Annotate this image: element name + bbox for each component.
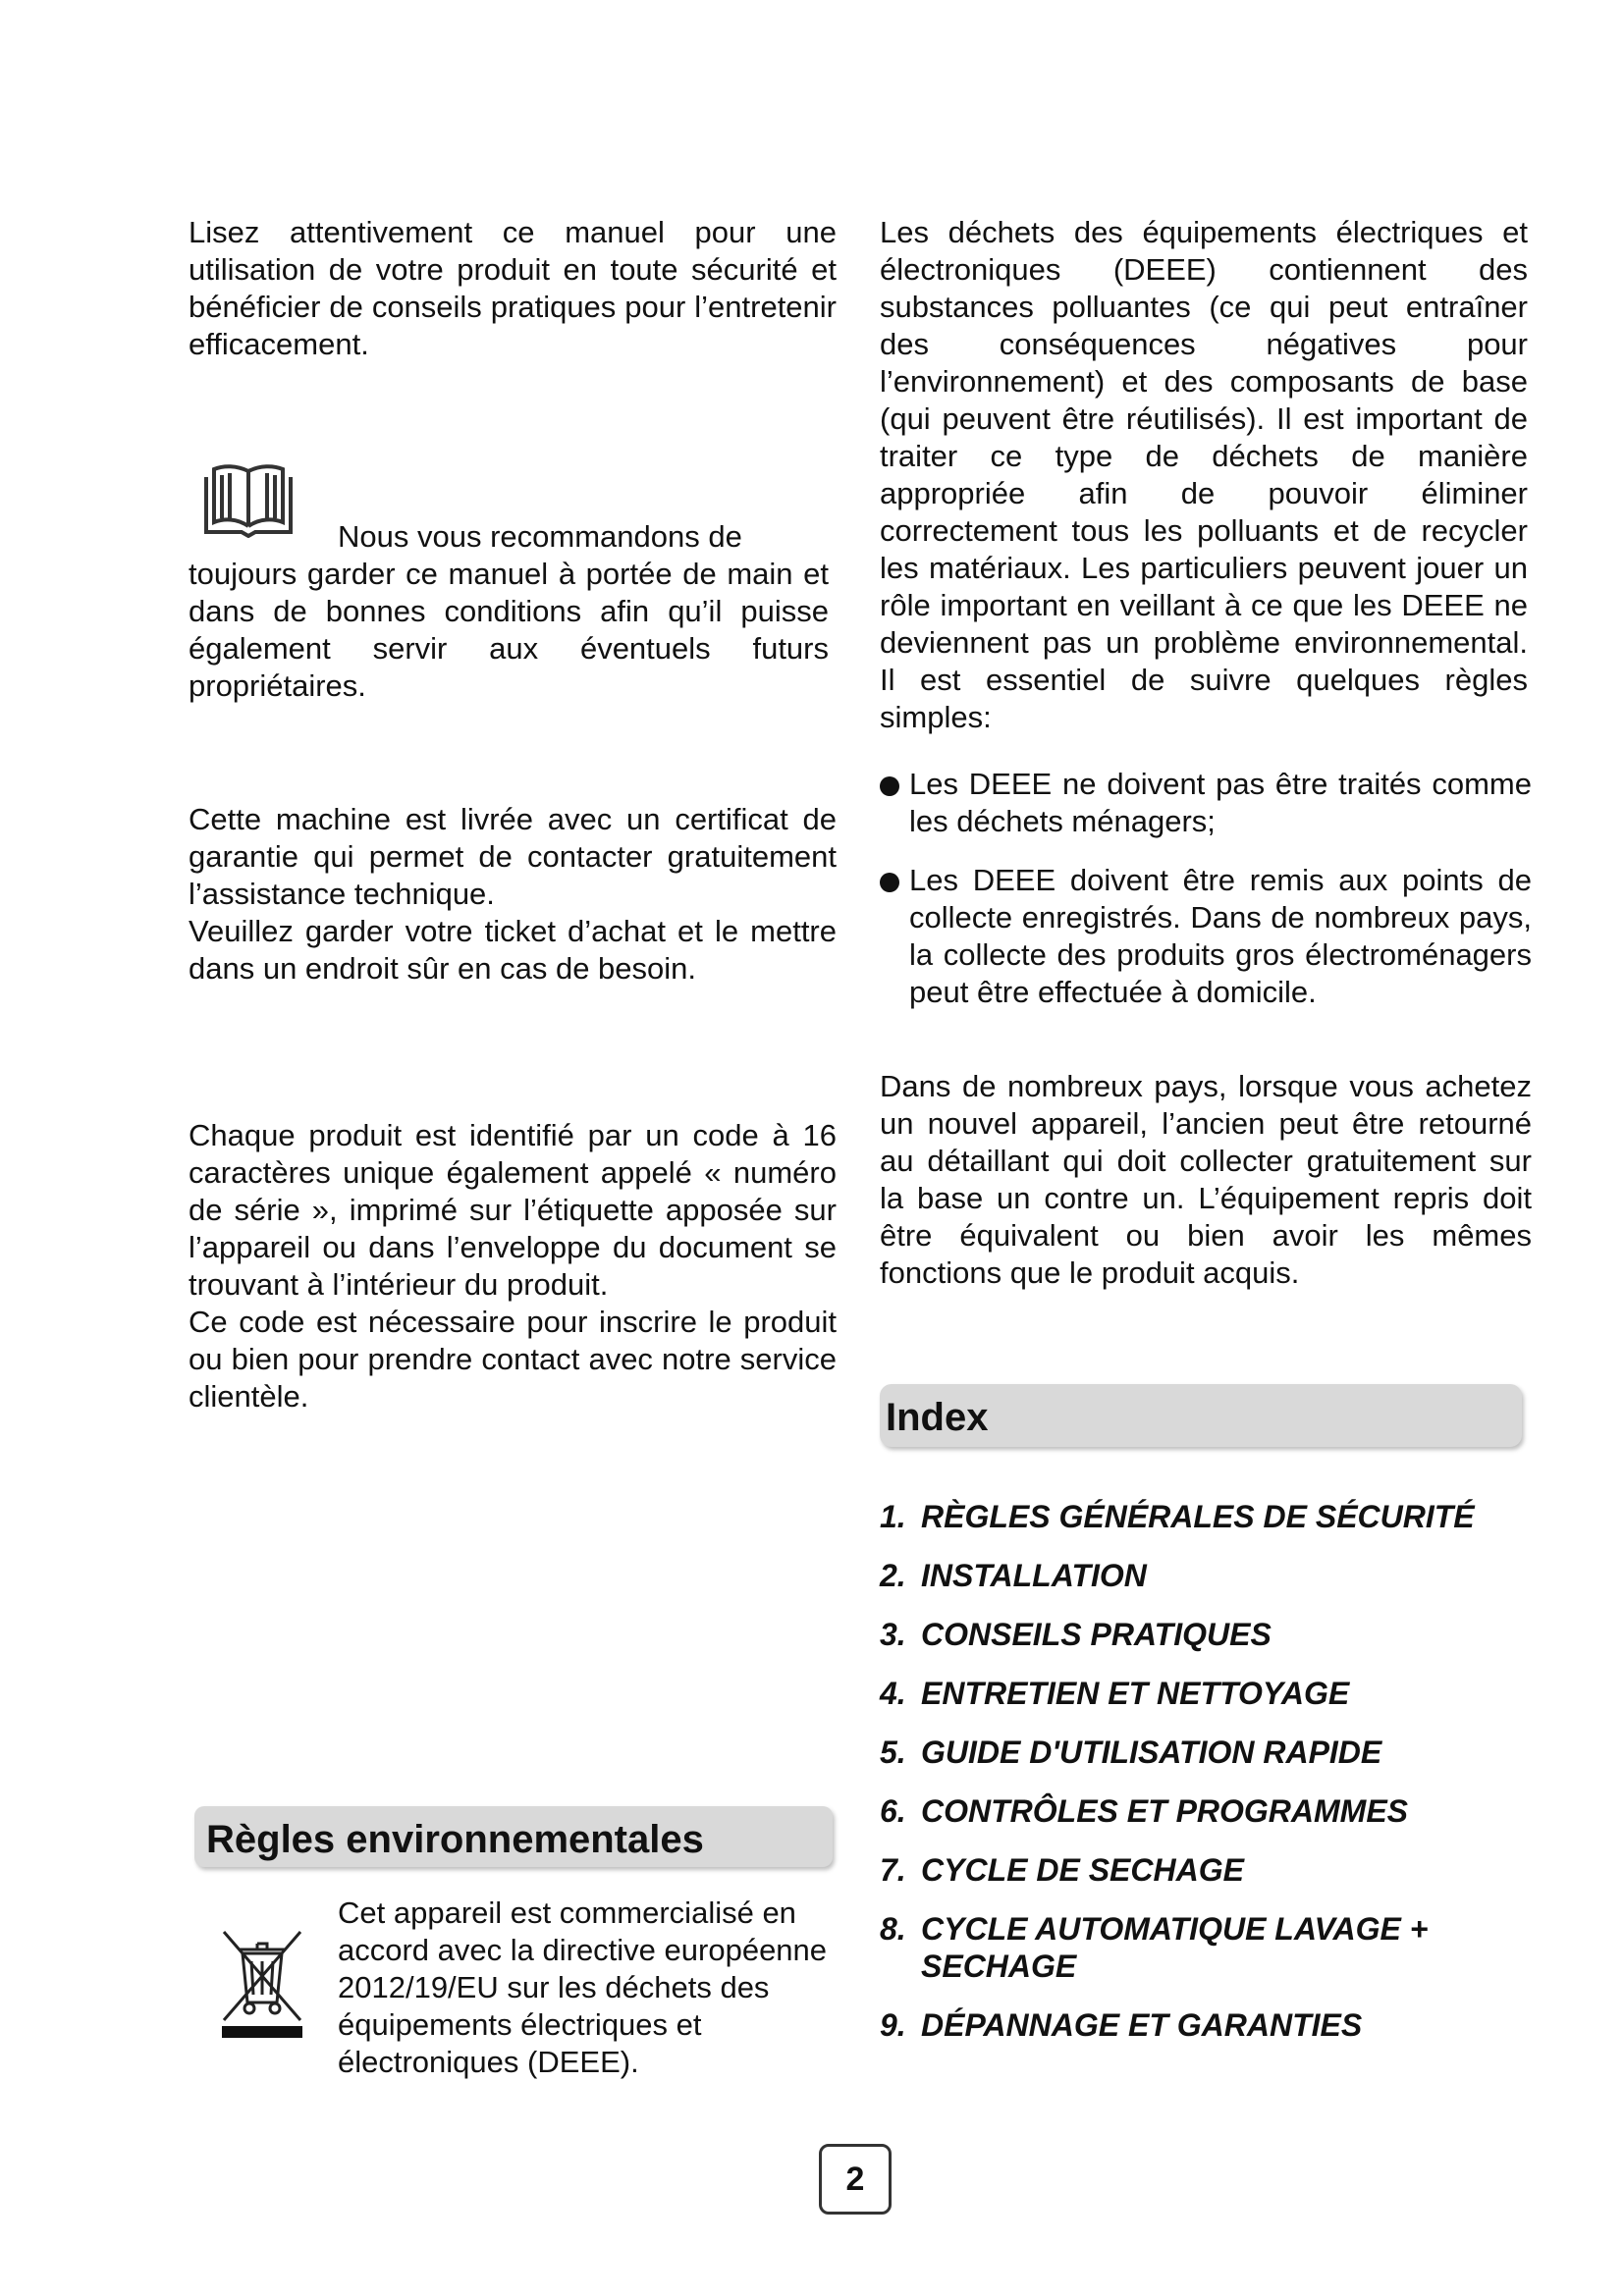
- index-label: GUIDE D'UTILISATION RAPIDE: [921, 1735, 1382, 1770]
- index-label: INSTALLATION: [921, 1558, 1147, 1593]
- environment-title: Règles environnementales: [206, 1818, 704, 1861]
- index-label: CYCLE DE SECHAGE: [921, 1852, 1244, 1888]
- index-item[interactable]: [880, 1910, 1528, 1985]
- index-item[interactable]: [880, 1616, 1528, 1653]
- bullet-icon: [880, 776, 899, 796]
- serial-text: Chaque produit est identifié par un code à 16 caractères unique également appelé « numéro de série », imprimé sur l’étiquette apposée sur l’appareil ou dans l’enveloppe du document se trouvant à l’intérieur du produit.: [189, 1118, 837, 1302]
- list-item-text: Les DEEE ne doivent pas être traités comme les déchets ménagers;: [909, 767, 1532, 838]
- crossed-bin-icon: [218, 1924, 306, 2040]
- index-label: ENTRETIEN ET NETTOYAGE: [921, 1676, 1350, 1711]
- index-item[interactable]: [880, 1498, 1528, 1535]
- index-number: 7.: [880, 1852, 906, 1888]
- environment-text: [338, 1895, 839, 2081]
- take-back-text: [880, 1068, 1532, 1292]
- index-label: DÉPANNAGE ET GARANTIES: [921, 2007, 1363, 2043]
- weee-intro: [880, 214, 1528, 736]
- index-item[interactable]: [880, 1734, 1528, 1771]
- index-number: 3.: [880, 1617, 906, 1652]
- index-item[interactable]: [880, 1792, 1528, 1830]
- index-list: [880, 1498, 1528, 2065]
- index-label: CYCLE AUTOMATIQUE LAVAGE + SECHAGE: [921, 1911, 1429, 1984]
- page-number: 2: [819, 2144, 892, 2215]
- index-number: 1.: [880, 1499, 906, 1534]
- index-item[interactable]: [880, 1557, 1528, 1594]
- index-item[interactable]: [880, 2006, 1528, 2044]
- index-item[interactable]: [880, 1675, 1528, 1712]
- receipt-text: Veuillez garder votre ticket d’achat et le mettre dans un endroit sûr en cas de besoin.: [189, 914, 837, 986]
- environment-heading: [194, 1806, 833, 1867]
- index-label: CONTRÔLES ET PROGRAMMES: [921, 1793, 1409, 1829]
- index-number: 5.: [880, 1735, 906, 1770]
- index-number: 2.: [880, 1558, 906, 1593]
- left-column: [189, 214, 837, 2079]
- weee-rules-list: [880, 766, 1532, 1033]
- index-number: 9.: [880, 2007, 906, 2043]
- list-item: [880, 862, 1532, 1011]
- index-title: Index: [886, 1396, 989, 1439]
- take-back-paragraph: Dans de nombreux pays, lorsque vous achetez un nouvel appareil, l’ancien peut être retourné au détaillant qui doit collecter gratuitement sur la base un contre un. L’équipement repris doit être équivalent ou bien avoir les mêmes fonctions que le produit acquis.: [880, 1069, 1532, 1290]
- index-label: CONSEILS PRATIQUES: [921, 1617, 1272, 1652]
- weee-intro-paragraph: Les déchets des équipements électriques et électroniques (DEEE) contiennent des substances polluantes (ce qui peut entraîner des conséquences négatives pour l’environnement) et des composants de base (qui peuvent être réutilisés). Il est important de traiter ce type de déchets de manière appropriée afin de pouvoir éliminer correctement tous les polluants et de recycler les matériaux. Les particuliers peuvent jouer un rôle important en veillant à ce que les DEEE ne deviennent pas un problème environnemental. Il est essentiel de suivre quelques règles simples:: [880, 215, 1528, 734]
- list-item-text: Les DEEE doivent être remis aux points de collecte enregistrés. Dans de nombreux pays, la collecte des produits gros électroménagers peut être effectuée à domicile.: [909, 863, 1532, 1009]
- index-number: 6.: [880, 1793, 906, 1829]
- recommendation-rest: toujours garder ce manuel à portée de main et dans de bonnes conditions afin qu’il puisse également servir aux éventuels futurs propriétaires.: [189, 557, 829, 703]
- index-number: 4.: [880, 1676, 906, 1711]
- environment-paragraph: Cet appareil est commercialisé en accord avec la directive européenne 2012/19/EU sur les déchets des équipements électriques et électroniques (DEEE).: [338, 1896, 828, 2079]
- index-heading: [880, 1384, 1522, 1447]
- intro-paragraph: Lisez attentivement ce manuel pour une utilisation de votre produit en toute sécurité et bénéficier de conseils pratiques pour l’entretenir efficacement.: [189, 215, 837, 361]
- warranty-block: [189, 801, 837, 988]
- index-item[interactable]: [880, 1851, 1528, 1889]
- serial-block: [189, 1117, 837, 1415]
- manual-recommendation: [189, 518, 829, 705]
- serial-usage-text: Ce code est nécessaire pour inscrire le produit ou bien pour prendre contact avec notre service clientèle.: [189, 1305, 837, 1414]
- index-number: 8.: [880, 1911, 906, 1947]
- warranty-text: Cette machine est livrée avec un certificat de garantie qui permet de contacter gratuitement l’assistance technique.: [189, 802, 837, 911]
- recommendation-first-line: Nous vous recommandons de: [338, 519, 742, 554]
- list-item: [880, 766, 1532, 840]
- index-label: RÈGLES GÉNÉRALES DE SÉCURITÉ: [921, 1499, 1475, 1534]
- bullet-icon: [880, 873, 899, 892]
